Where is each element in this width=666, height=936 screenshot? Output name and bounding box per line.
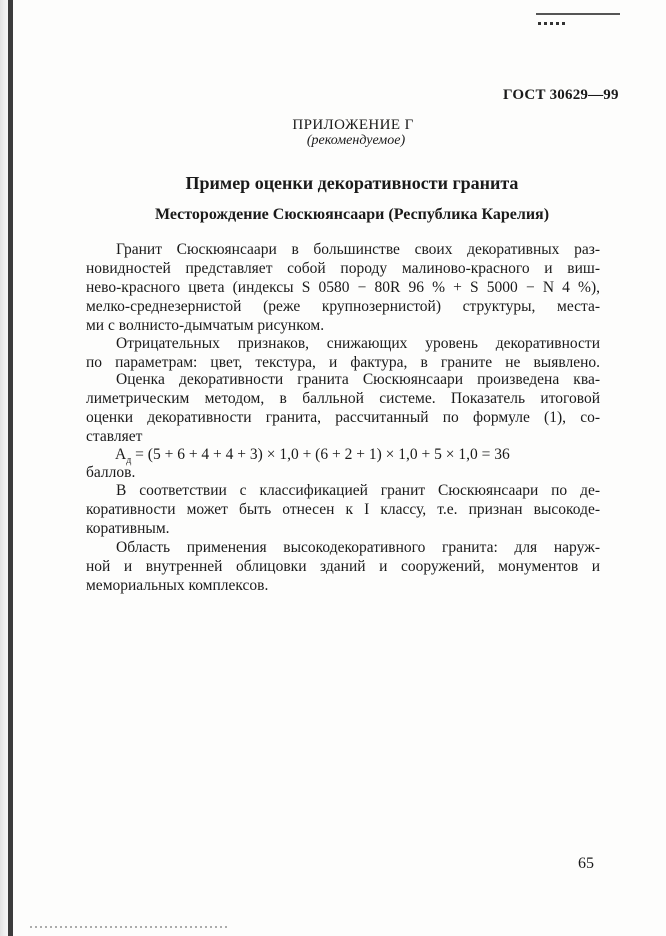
- text-line: оценки декоративности гранита, рассчитанный по формуле (1), со-: [86, 409, 600, 426]
- formula-subscript: д: [126, 455, 132, 467]
- scan-top-smudge: [538, 22, 568, 25]
- text-line: коративным.: [86, 520, 170, 537]
- text-line: ставляет: [86, 428, 143, 445]
- text-line: ной и внутренней облицовки зданий и сооружений, монументов и: [86, 558, 600, 575]
- page-subtitle: Месторождение Сюскюянсаари (Республика Карелия): [154, 206, 550, 223]
- page-title: Пример оценки декоративности гранита: [185, 173, 519, 193]
- text-line: лиметрическим методом, в балльной системе. Показатель итоговой: [86, 390, 600, 407]
- text-line: мемориальных комплексов.: [86, 577, 269, 594]
- paragraph-units: [86, 463, 600, 482]
- appendix-status: (рекомендуемое): [306, 133, 406, 148]
- text-line: Оценка декоративности гранита Сюскюянсаари произведена ква-: [116, 371, 600, 388]
- text-line: мелко-среднезернистой (реже крупнозернистой) структуры, места-: [86, 298, 600, 315]
- text-line: Гранит Сюскюянсаари в большинстве своих декоративных раз-: [116, 241, 600, 258]
- paragraph-application: [86, 538, 600, 595]
- text-line: Отрицательных признаков, снижающих уровень декоративности: [116, 335, 600, 352]
- paragraph-assessment: [86, 370, 600, 446]
- scan-top-mark: [536, 13, 620, 15]
- text-line: нево-красного цвета (индексы S 0580 − 80R 96 % + S 5000 − N 4 %),: [86, 279, 600, 296]
- appendix-label: ПРИЛОЖЕНИЕ Г: [292, 117, 414, 133]
- paragraph-description: [86, 240, 600, 335]
- text-line: коративности может быть отнесен к I классу, т.е. признан высокоде-: [86, 501, 600, 518]
- formula-expression: = (5 + 6 + 4 + 4 + 3) × 1,0 + (6 + 2 + 1) × 1,0 + 5 × 1,0 = 36: [131, 446, 510, 463]
- formula-symbol: А: [115, 446, 127, 463]
- text-line: Область применения высокодекоративного гранита: для наруж-: [116, 539, 600, 556]
- paragraph-classification: [86, 481, 600, 538]
- page-number: 65: [578, 855, 594, 872]
- paragraph-negative-signs: [86, 334, 600, 372]
- text-line: по параметрам: цвет, текстура, и фактура, в граните не выявлено.: [86, 354, 600, 371]
- text-line: ми с волнисто-дымчатым рисунком.: [86, 317, 325, 334]
- text-line: новидностей представляет собой породу малиново-красного и виш-: [86, 260, 600, 277]
- standard-code: ГОСТ 30629—99: [503, 87, 619, 103]
- text-line: баллов.: [86, 464, 136, 481]
- text-line: В соответствии с классификацией гранит Сюскюянсаари по де-: [116, 482, 600, 499]
- scan-bottom-noise: [30, 926, 230, 928]
